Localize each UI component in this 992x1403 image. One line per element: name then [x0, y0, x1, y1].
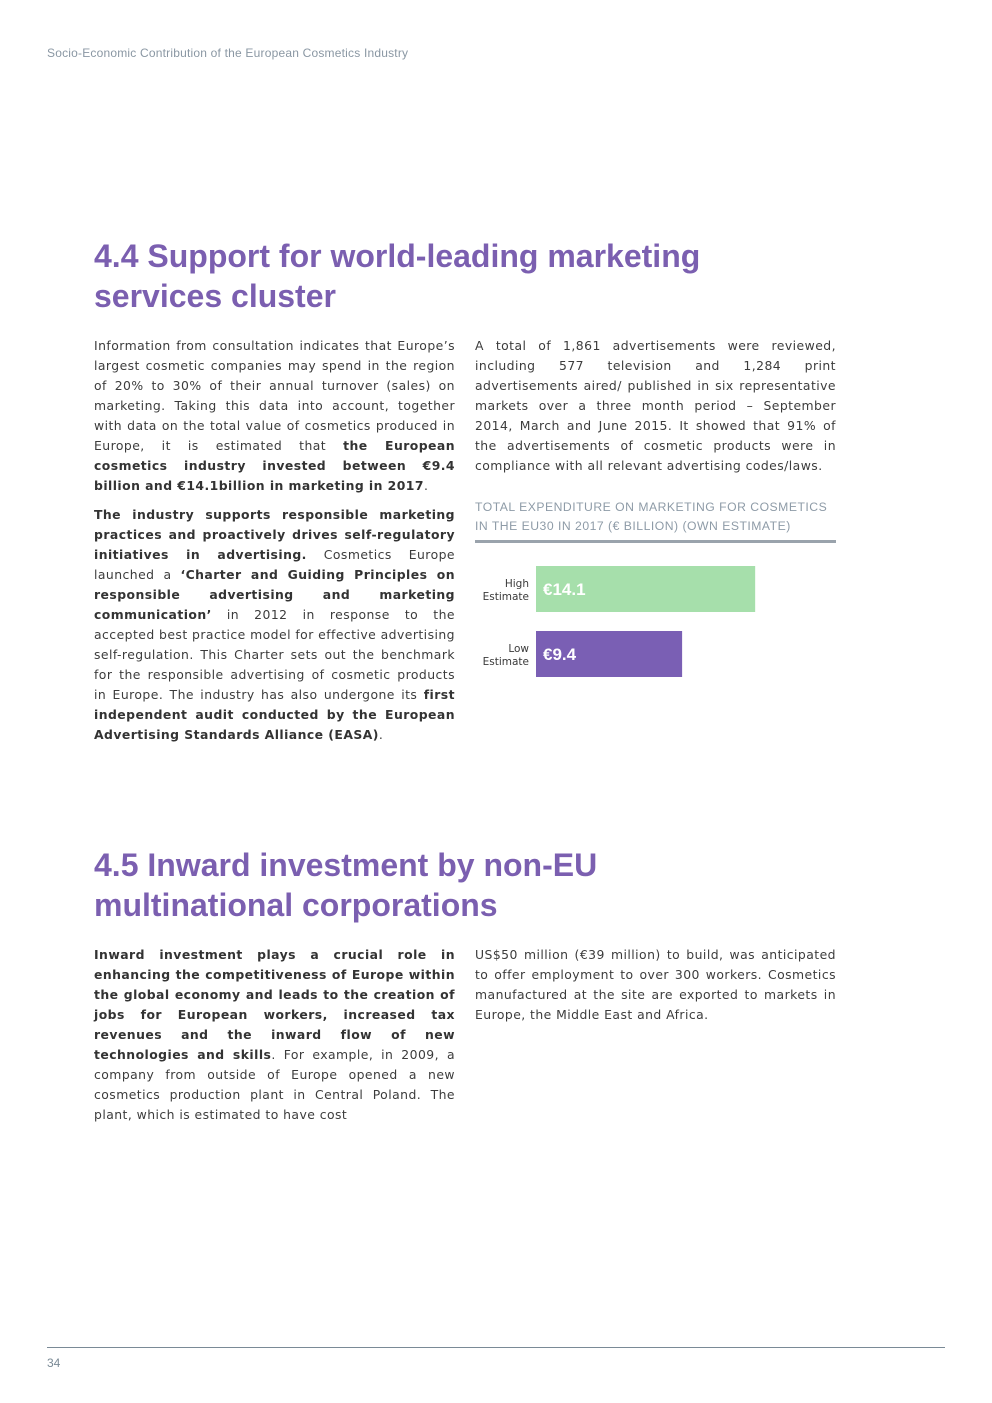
section-4-4-right-column: [475, 336, 836, 485]
bar-data-label: €9.4: [543, 645, 577, 664]
paragraph-text: in 2012 in response to the accepted best practice model for effective advertising self-regulation. This Charter sets out the benchmark for the responsible advertising of cosmetic products in Europe. The industry has also undergone its: [94, 607, 455, 702]
running-header: Socio-Economic Contribution of the European Cosmetics Industry: [47, 46, 409, 60]
paragraph-end: .: [423, 478, 429, 493]
paragraph-bold: ‘Charter and Guiding Principles on responsible advertising and marketing communication’: [94, 567, 455, 622]
paragraph-end: .: [378, 727, 384, 742]
page-number: 34: [47, 1356, 61, 1370]
section-4-5-title-line2: multinational corporations: [94, 887, 498, 923]
paragraph-inward-investment: [94, 945, 455, 1125]
paragraph-bold: first independent audit conducted by the European Advertising Standards Alliance (EASA): [94, 687, 455, 742]
footer-rule: [47, 1347, 945, 1348]
section-4-5-title-line1: 4.5 Inward investment by non-EU: [94, 847, 598, 883]
section-4-5-left-column: [94, 945, 455, 1134]
section-4-4-title-line1: 4.4 Support for world-leading marketing: [94, 238, 701, 274]
paragraph-bold: The industry supports responsible marketing practices and proactively drives self-regulatory initiatives in advertising.: [94, 507, 455, 562]
section-4-4-title: [94, 236, 814, 316]
section-4-5-title: [94, 845, 814, 925]
section-4-4-title-line2: services cluster: [94, 278, 336, 314]
paragraph-bold: the European cosmetics industry invested between €9.4 billion and €14.1billion in marketing in 2017: [94, 438, 455, 493]
category-label: High Estimate: [482, 578, 529, 603]
category-label: Low Estimate: [482, 643, 529, 668]
paragraph-text: Information from consultation indicates that Europe’s largest cosmetic companies may spend in the region of 20% to 30% of their annual turnover (sales) on marketing. Taking this data into account, together with data on the total value of cosmetics produced in Europe, it is estimated that: [94, 338, 455, 453]
paragraph-text: . For example, in 2009, a company from outside of Europe opened a new cosmetics production plant in Central Poland. The plant, which is estimated to have cost: [94, 1047, 455, 1122]
paragraph-responsible-marketing: [94, 505, 455, 745]
section-4-4-left-column: [94, 336, 455, 754]
marketing-expenditure-chart: [475, 550, 836, 690]
paragraph-marketing-spend: [94, 336, 455, 496]
paragraph-poland-plant: US$50 million (€39 million) to build, was anticipated to offer employment to over 300 workers. Cosmetics manufactured at the site are exported to markets in Europe, the Middle East and Africa.: [475, 947, 836, 1022]
paragraph-text: Cosmetics Europe launched a: [94, 547, 455, 582]
paragraph-bold: Inward investment plays a crucial role in enhancing the competitiveness of Europe within the global economy and leads to the creation of jobs for European workers, increased tax revenues and the inward flow of new technologies and skills: [94, 947, 455, 1062]
chart-title-rule: [475, 540, 836, 543]
section-4-5-right-column: [475, 945, 836, 1034]
bar-data-label: €14.1: [543, 580, 586, 599]
paragraph-advertisements-review: A total of 1,861 advertisements were reviewed, including 577 television and 1,284 print advertisements aired/ published in six representative markets over a three month period – September 2014, March and June 2015. It showed that 91% of the advertisements of cosmetic products were in compliance with all relevant advertising codes/laws.: [475, 338, 836, 473]
chart-title: TOTAL EXPENDITURE ON MARKETING FOR COSMETICS IN THE EU30 IN 2017 (€ BILLION) (OWN ESTIMATE): [475, 500, 828, 533]
